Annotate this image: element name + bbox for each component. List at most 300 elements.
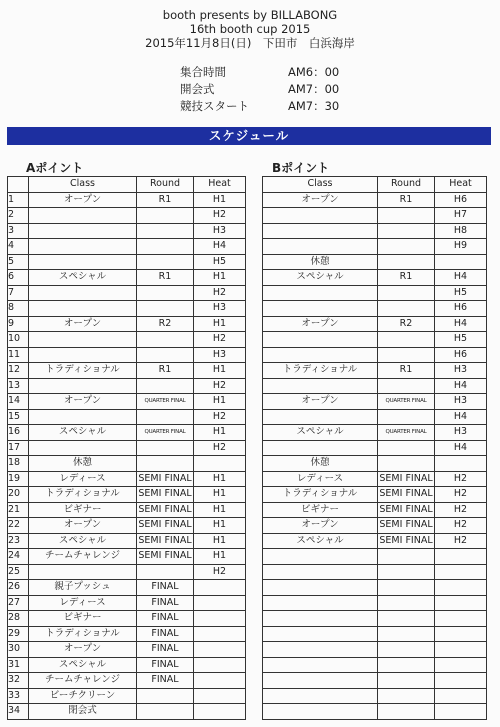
class-cell [29,409,137,425]
row-number: 7 [8,285,29,301]
class-cell: オープン [263,316,378,332]
round-cell: R1 [137,363,194,379]
class-cell: オープン [263,518,378,534]
table-row [263,456,487,472]
round-cell [378,378,435,394]
round-cell: R2 [378,316,435,332]
round-cell: R1 [137,192,194,208]
row-number: 16 [8,425,29,441]
table-row [8,440,246,456]
class-cell: トラディショナル [29,487,137,503]
class-cell [263,301,378,317]
round-cell: R1 [378,192,435,208]
heat-cell: H8 [435,223,487,239]
heat-cell: H6 [435,192,487,208]
row-number: 14 [8,394,29,410]
table-row [263,223,487,239]
heat-cell [435,688,487,704]
class-cell: オープン [263,192,378,208]
heat-cell [194,595,246,611]
heat-cell: H1 [194,363,246,379]
round-cell: SEMI FINAL [378,518,435,534]
class-cell [263,239,378,255]
row-number: 4 [8,239,29,255]
table-row [263,611,487,627]
table-row [8,704,246,720]
round-cell [378,440,435,456]
heat-cell: H2 [194,440,246,456]
heat-cell [435,611,487,627]
table-header-row [263,177,487,193]
table-row [8,301,246,317]
table-row [263,394,487,410]
round-cell: R1 [137,270,194,286]
table-row [263,688,487,704]
class-cell [29,378,137,394]
heat-cell [194,688,246,704]
round-cell [137,564,194,580]
heat-cell: H3 [194,301,246,317]
class-cell: 休憩 [29,456,137,472]
round-cell [378,642,435,658]
class-cell [263,595,378,611]
heat-cell: H3 [194,223,246,239]
round-cell [378,564,435,580]
round-cell [137,332,194,348]
header-line-presenter: booth presents by BILLABONG [162,8,338,22]
heat-cell: H4 [435,378,487,394]
row-number: 13 [8,378,29,394]
heat-cell: H2 [435,518,487,534]
class-cell [263,332,378,348]
heat-cell: H5 [194,254,246,270]
header-heat: Heat [435,177,487,193]
row-number: 28 [8,611,29,627]
table-row [263,549,487,565]
meeting-label: 競技スタート [180,99,249,113]
round-cell [378,688,435,704]
class-cell [263,626,378,642]
row-number: 22 [8,518,29,534]
heat-cell: H1 [194,394,246,410]
table-row [8,673,246,689]
heat-cell: H2 [194,378,246,394]
header-number-cell [8,177,29,193]
table-row [8,192,246,208]
heat-cell: H6 [435,301,487,317]
table-row [263,564,487,580]
class-cell: オープン [29,642,137,658]
table-row [263,487,487,503]
class-cell [29,564,137,580]
round-cell [378,549,435,565]
class-cell: オープン [29,316,137,332]
row-number: 27 [8,595,29,611]
table-row [263,595,487,611]
round-cell: SEMI FINAL [137,518,194,534]
row-number: 6 [8,270,29,286]
round-cell [137,347,194,363]
table-row [263,471,487,487]
round-cell: R1 [378,363,435,379]
round-cell: R2 [137,316,194,332]
round-cell [378,704,435,720]
header-round: Round [378,177,435,193]
header-class: Class [263,177,378,193]
class-cell [29,285,137,301]
row-number: 32 [8,673,29,689]
class-cell [263,688,378,704]
class-cell: トラディショナル [29,363,137,379]
header-round: Round [137,177,194,193]
heat-cell: H1 [194,518,246,534]
round-cell [378,301,435,317]
table-row [263,347,487,363]
heat-cell: H1 [194,533,246,549]
meeting-row [180,64,339,81]
heat-cell: H2 [194,208,246,224]
round-cell [137,239,194,255]
heat-cell [194,642,246,658]
heat-cell: H2 [435,533,487,549]
class-cell: オープン [29,192,137,208]
heat-cell: H4 [194,239,246,255]
round-cell [137,688,194,704]
round-cell [378,626,435,642]
schedule-banner: スケジュール [7,127,491,145]
table-row [263,363,487,379]
heat-cell [194,657,246,673]
heat-cell: H4 [435,270,487,286]
table-row [8,208,246,224]
round-cell: R1 [378,270,435,286]
heat-cell: H6 [435,347,487,363]
table-row [263,626,487,642]
heat-cell [435,657,487,673]
heat-cell: H3 [435,425,487,441]
table-row [8,347,246,363]
row-number: 25 [8,564,29,580]
class-cell [29,223,137,239]
table-row [8,285,246,301]
row-number: 30 [8,642,29,658]
heat-cell: H5 [435,285,487,301]
heat-cell: H7 [435,208,487,224]
class-cell [263,611,378,627]
row-number: 10 [8,332,29,348]
row-number: 2 [8,208,29,224]
table-row [263,425,487,441]
table-row [263,440,487,456]
row-number: 33 [8,688,29,704]
row-number: 15 [8,409,29,425]
round-cell: SEMI FINAL [378,487,435,503]
heat-cell: H1 [194,425,246,441]
round-cell [137,223,194,239]
class-cell: 閉会式 [29,704,137,720]
class-cell [263,657,378,673]
table-row [8,332,246,348]
class-cell [263,580,378,596]
table-row [263,657,487,673]
round-cell: QUARTER FINAL [137,425,194,441]
round-cell: SEMI FINAL [378,471,435,487]
row-number: 17 [8,440,29,456]
round-cell [378,223,435,239]
header-line-event: 16th booth cup 2015 [189,22,311,36]
heat-cell [435,642,487,658]
round-cell [378,254,435,270]
table-row [8,611,246,627]
round-cell [378,208,435,224]
meeting-label: 開会式 [180,82,215,96]
table-row [263,208,487,224]
heat-cell [194,704,246,720]
round-cell: SEMI FINAL [137,487,194,503]
heat-cell: H1 [194,471,246,487]
heat-cell [194,626,246,642]
table-row [8,316,246,332]
round-cell [378,595,435,611]
row-number: 23 [8,533,29,549]
class-cell [263,564,378,580]
round-cell: QUARTER FINAL [378,425,435,441]
heat-cell [194,580,246,596]
round-cell: QUARTER FINAL [137,394,194,410]
point-a-title: Aポイント [26,161,84,175]
heat-cell [435,580,487,596]
point-b-title: Bポイント [272,161,330,175]
heat-cell: H2 [435,487,487,503]
class-cell: オープン [29,518,137,534]
meeting-row [180,81,339,98]
table-row [8,456,246,472]
round-cell [378,611,435,627]
round-cell: FINAL [137,595,194,611]
table-row [263,285,487,301]
class-cell: スペシャル [29,425,137,441]
heat-cell [435,456,487,472]
round-cell [378,239,435,255]
table-row [263,642,487,658]
table-row [263,378,487,394]
table-row [8,378,246,394]
meeting-time: AM7：30 [288,99,340,113]
table-row [8,239,246,255]
round-cell [137,208,194,224]
class-cell [263,704,378,720]
heat-cell: H1 [194,487,246,503]
class-cell [263,440,378,456]
table-row [8,409,246,425]
table-row [263,673,487,689]
class-cell: レディース [29,471,137,487]
heat-cell: H3 [194,347,246,363]
table-row [8,642,246,658]
round-cell [378,580,435,596]
meeting-time: AM7：00 [288,82,340,96]
heat-cell: H4 [435,409,487,425]
round-cell: SEMI FINAL [137,471,194,487]
table-row [8,223,246,239]
table-row [8,270,246,286]
table-row [8,394,246,410]
row-number: 20 [8,487,29,503]
heat-cell: H1 [194,316,246,332]
round-cell [378,347,435,363]
meeting-label: 集合時間 [180,65,226,79]
heat-cell [435,254,487,270]
round-cell: QUARTER FINAL [378,394,435,410]
class-cell: ビギナー [263,502,378,518]
row-number: 19 [8,471,29,487]
row-number: 21 [8,502,29,518]
row-number: 34 [8,704,29,720]
round-cell [137,456,194,472]
class-cell [263,673,378,689]
class-cell: スペシャル [29,657,137,673]
table-row [8,564,246,580]
heat-cell: H4 [435,440,487,456]
round-cell: SEMI FINAL [137,533,194,549]
table-row [263,301,487,317]
class-cell [29,301,137,317]
class-cell [29,208,137,224]
meeting-time: AM6：00 [288,65,340,79]
row-number: 18 [8,456,29,472]
round-cell: SEMI FINAL [137,549,194,565]
heat-cell: H1 [194,270,246,286]
class-cell: 休憩 [263,254,378,270]
heat-cell: H2 [435,471,487,487]
table-row [263,409,487,425]
row-number: 31 [8,657,29,673]
round-cell [378,456,435,472]
class-cell: ビギナー [29,611,137,627]
heat-cell: H2 [194,409,246,425]
round-cell: FINAL [137,673,194,689]
class-cell [29,332,137,348]
table-row [8,626,246,642]
class-cell: オープン [29,394,137,410]
heat-cell: H9 [435,239,487,255]
heat-cell [194,611,246,627]
round-cell: FINAL [137,642,194,658]
table-row [8,657,246,673]
table-row [8,533,246,549]
table-row [263,502,487,518]
class-cell: スペシャル [263,425,378,441]
round-cell [137,378,194,394]
point-a-schedule-table [7,176,246,720]
table-row [8,518,246,534]
heat-cell: H2 [194,285,246,301]
heat-cell: H1 [194,192,246,208]
round-cell: SEMI FINAL [378,533,435,549]
row-number: 12 [8,363,29,379]
row-number: 1 [8,192,29,208]
round-cell [378,657,435,673]
table-row [8,580,246,596]
heat-cell: H3 [435,363,487,379]
class-cell: スペシャル [263,533,378,549]
row-number: 24 [8,549,29,565]
round-cell [137,440,194,456]
header-heat: Heat [194,177,246,193]
meeting-times [180,64,339,115]
round-cell [137,409,194,425]
round-cell [378,285,435,301]
table-row [263,332,487,348]
table-row [263,270,487,286]
class-cell: トラディショナル [263,487,378,503]
table-row [263,518,487,534]
class-cell: レディース [29,595,137,611]
table-row [8,254,246,270]
heat-cell [435,549,487,565]
table-row [8,549,246,565]
table-row [263,533,487,549]
round-cell [378,409,435,425]
heat-cell: H3 [435,394,487,410]
round-cell [137,301,194,317]
round-cell [137,254,194,270]
class-cell [263,285,378,301]
heat-cell [194,673,246,689]
round-cell [378,673,435,689]
table-row [8,471,246,487]
row-number: 3 [8,223,29,239]
table-row [8,363,246,379]
class-cell [263,347,378,363]
table-row [8,487,246,503]
heat-cell: H2 [194,332,246,348]
heat-cell [435,626,487,642]
round-cell: SEMI FINAL [378,502,435,518]
table-row [263,192,487,208]
class-cell [263,208,378,224]
class-cell: トラディショナル [263,363,378,379]
heat-cell [435,564,487,580]
table-row [263,580,487,596]
class-cell [263,409,378,425]
meeting-row [180,98,339,115]
round-cell [378,332,435,348]
row-number: 5 [8,254,29,270]
class-cell: 休憩 [263,456,378,472]
table-row [263,239,487,255]
table-row [263,316,487,332]
round-cell: FINAL [137,626,194,642]
table-row [263,254,487,270]
class-cell: チームチャレンジ [29,673,137,689]
heat-cell: H1 [194,549,246,565]
class-cell [29,254,137,270]
header-line-date-venue: 2015年11月8日(日) 下田市 白浜海岸 [145,36,355,50]
class-cell: レディース [263,471,378,487]
heat-cell: H4 [435,316,487,332]
heat-cell: H5 [435,332,487,348]
table-row [8,688,246,704]
round-cell: FINAL [137,611,194,627]
heat-cell [435,704,487,720]
class-cell [263,549,378,565]
round-cell: SEMI FINAL [137,502,194,518]
table-header-row [8,177,246,193]
row-number: 8 [8,301,29,317]
class-cell: スペシャル [29,533,137,549]
table-row [8,425,246,441]
